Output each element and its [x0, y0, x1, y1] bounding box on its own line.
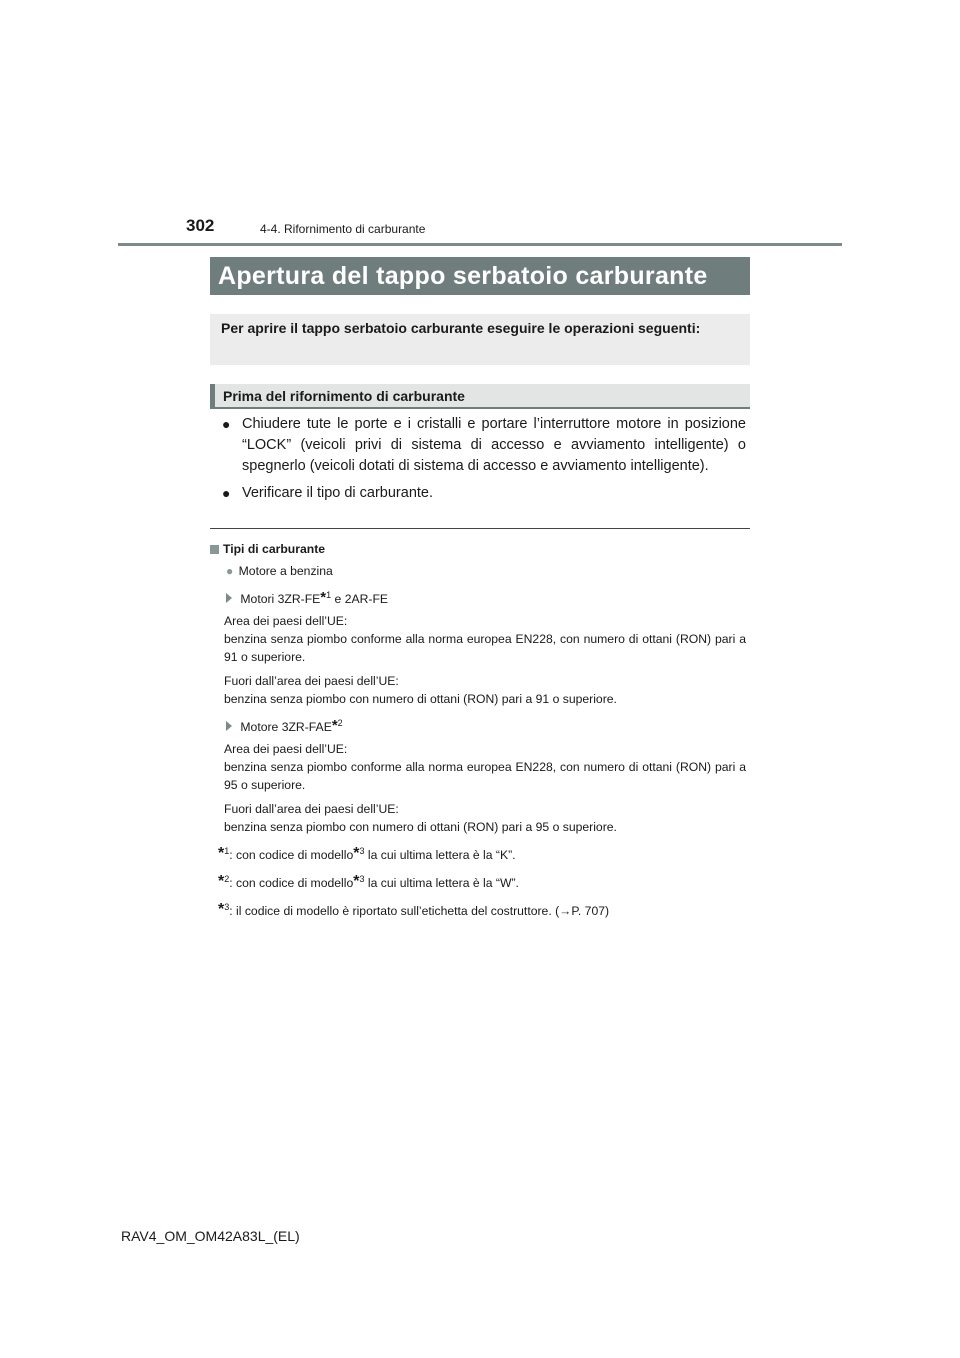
footnote-text[interactable]: : il codice di modello è riportato sull’etichetta del costruttore. (→P. 707) [229, 904, 610, 918]
group1-label-b: e 2AR-FE [331, 592, 389, 606]
footnote-text: la cui ultima lettera è la “W”. [364, 876, 519, 890]
list-item [222, 483, 746, 504]
footnote-ref: 3 [359, 846, 365, 856]
footnote-number: 1 [224, 846, 230, 856]
paragraph-line: benzina senza piombo con numero di ottani (RON) pari a 91 o superiore. [224, 692, 617, 706]
triangle-right-icon [226, 721, 232, 731]
footer-code: RAV4_OM_OM42A83L_(EL) [121, 1228, 300, 1244]
paragraph [210, 740, 746, 794]
paragraph-line: Area dei paesi dell’UE: [224, 614, 348, 628]
asterisk-icon: * [218, 901, 225, 918]
notes-heading [210, 540, 746, 558]
group1-label: Motori 3ZR-FE [240, 592, 321, 606]
bullet-text: Chiudere tute le porte e i cristalli e portare l’interruttore motore in posizione “LOCK” (veicoli privi di sistema di accesso e avviamento intelligente) o spegnerlo (veicoli dotati di sistema di accesso e avviamento intelligente). [242, 416, 746, 474]
bullet-icon: ● [222, 485, 231, 501]
page-title: Apertura del tappo serbatoio carburante [210, 257, 750, 295]
footnote-1 [210, 842, 746, 864]
asterisk-icon: * [218, 873, 225, 890]
paragraph [210, 800, 746, 836]
footnote-3 [210, 898, 746, 920]
group1-sup: 1 [326, 590, 332, 600]
asterisk-icon: * [353, 845, 360, 862]
group2-sup: 2 [337, 718, 343, 728]
paragraph-line: Fuori dall’area dei paesi dell’UE: [224, 674, 399, 688]
paragraph [210, 672, 746, 708]
square-icon [210, 545, 219, 554]
bullet-icon: ● [222, 416, 231, 432]
footnote-text: : con codice di modello [229, 848, 354, 862]
notes-heading-text: Tipi di carburante [223, 542, 326, 556]
engine-group-2 [210, 714, 746, 736]
asterisk-icon: * [320, 589, 327, 606]
paragraph-line: benzina senza piombo conforme alla norma europea EN228, con numero di ottani (RON) pari a 95 o superiore. [224, 760, 746, 792]
bullet-text: Verificare il tipo di carburante. [242, 485, 434, 501]
engine-type [210, 562, 746, 580]
list-item [222, 414, 746, 477]
paragraph-line: Fuori dall’area dei paesi dell’UE: [224, 802, 399, 816]
footnote-text: : con codice di modello [229, 876, 354, 890]
bullet-list [222, 414, 746, 510]
footnote-number: 3 [224, 902, 230, 912]
footnote-ref: 3 [359, 874, 365, 884]
footnote-text: la cui ultima lettera è la “K”. [364, 848, 516, 862]
subheading: Prima del rifornimento di carburante [210, 384, 750, 409]
notes-section [210, 540, 746, 926]
engine-group-1 [210, 586, 746, 608]
paragraph-line: benzina senza piombo conforme alla norma europea EN228, con numero di ottani (RON) pari a 91 o superiore. [224, 632, 746, 664]
intro-box: Per aprire il tappo serbatoio carburante eseguire le operazioni seguenti: [210, 314, 750, 365]
section-label: 4-4. Rifornimento di carburante [260, 222, 426, 236]
asterisk-icon: * [353, 873, 360, 890]
paragraph-line: benzina senza piombo con numero di ottani (RON) pari a 95 o superiore. [224, 820, 617, 834]
page-number: 302 [186, 216, 215, 235]
footnote-number: 2 [224, 874, 230, 884]
triangle-right-icon [226, 593, 232, 603]
engine-type-text: Motore a benzina [238, 564, 333, 578]
group2-label: Motore 3ZR-FAE [240, 720, 332, 734]
header-rule [118, 243, 842, 246]
paragraph [210, 612, 746, 666]
footnote-2 [210, 870, 746, 892]
asterisk-icon: * [218, 845, 225, 862]
asterisk-icon: * [331, 717, 338, 734]
divider [210, 528, 750, 529]
bullet-icon: ● [226, 564, 234, 578]
paragraph-line: Area dei paesi dell’UE: [224, 742, 348, 756]
